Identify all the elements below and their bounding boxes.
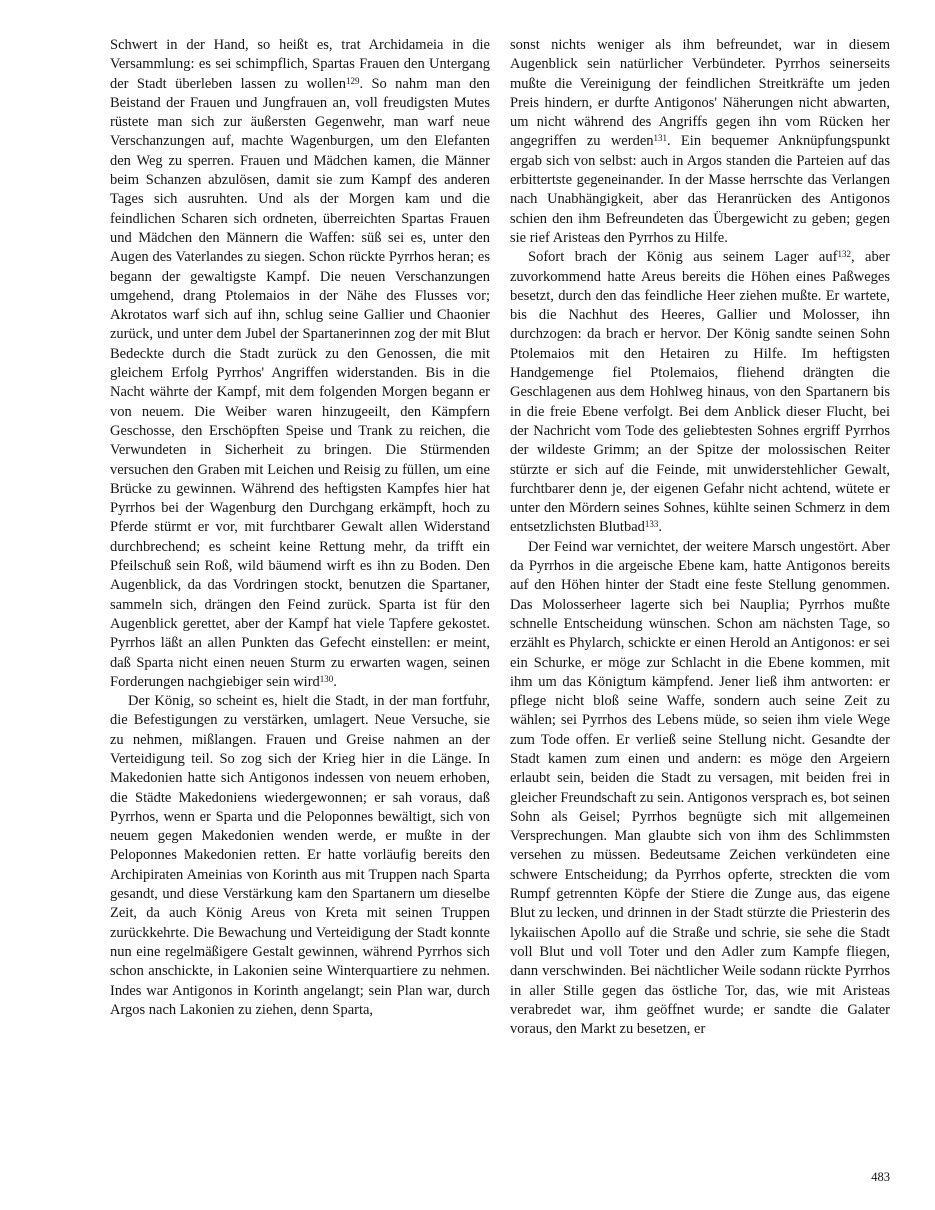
paragraph <box>510 248 890 537</box>
paragraph <box>110 692 490 1020</box>
footnote-ref: 130 <box>319 673 334 684</box>
paragraph-text: . <box>658 519 663 536</box>
paragraph-text: . <box>333 673 337 690</box>
paragraph-text: Der König, so scheint es, hielt die Stadt, in der man fortfuhr, die Befestigungen zu verstärken, umlagert. Neue Versuche, sie zu nehmen, mißlangen. Frauen und Greise nahmen an der Verteidigung teil. So zog sich der Krieg hier in die Länge. In Makedonien hatte sich Antigonos indessen von neuem erhoben, die Städte Makedoniens wiedergewonnen; er sah voraus, daß Pyrrhos, wenn er Sparta und die Peloponnes bewältigt, sich von neuem gegen Makedonien wenden werde, er mußte in der Peloponnes Makedonien retten. Er hatte vorläufig bereits den Archipiraten Ameinias von Korinth aus mit Truppen nach Sparta gesandt, und diese Verstärkung kam den Spartanern um dieselbe Zeit, da auch König Areus von Kreta mit seinen Truppen zurückkehrte. Die Bewachung und Verteidigung der Stadt konnte nun eine regelmäßigere Gestalt gewinnen, während Pyrrhos sich schon anschickte, in Lakonien seine Winterquartiere zu nehmen. Indes war Antigonos in Korinth angelangt; sein Plan war, durch Argos nach Lakonien zu ziehen, denn Sparta, <box>110 693 490 1018</box>
paragraph-text: . So nahm man den Beistand der Frauen und Jungfrauen an, voll freudigsten Mutes rüstete man sich zur äußersten Gegenwehr, man warf neue Verschanzungen auf, machte Wagenburgen, um den Elefanten den Weg zu sperren. Frauen und Mädchen kamen, die Männer beim Schanzen abzulösen, damit sie zum Kampf des anderen Tages sich ausruhten. Und als der Morgen kam und die feindlichen Scharen sich ordneten, überreichten Spartas Frauen und Mädchen den Männern die Waffen: süß sei es, unter den Augen des Vaterlandes zu siegen. Schon rückte Pyrrhos heran; es begann der gewaltigste Kampf. Die neuen Verschanzungen umgehend, drang Ptolemaios in der Nähe des Flusses vor; Akrotatos warf sich auf ihn, schlug seine Gallier und Chaonier zurück, und unter dem Jubel der Spartanerinnen zog der mit Blut Bedeckte durch die Stadt zurück zu den Genossen, die mit gleichem Erfolg Pyrrhos' Angriffen widerstanden. Bis in die Nacht währte der Kampf, mit dem folgenden Morgen begann er von neuem. Die Weiber waren hinzugeeilt, den Kämpfern Geschosse, den Erschöpften Speise und Trank zu reichen, die Verwundeten in Sicherheit zu bringen. Die Stürmenden versuchen den Graben mit Leichen und Reisig zu füllen, um eine Brücke zu gewinnen. Während des heftigsten Kampfes hier hat Pyrrhos bei der Wagenburg den Durchgang erkämpft, hoch zu Pferde stürmt er vor, mit furchtbarer Gewalt allen Widerstand durchbrechend; es scheint keine Rettung mehr, da trifft ein Pfeilschuß sein Roß, wild bäumend wirft es ihn zu Boden. Den Augenblick, da das Vordringen stockt, benutzen die Spartaner, sammeln sich, drängen den Feind zurück. Sparta ist für den Augenblick gerettet, aber der Kampf hat viele Tapfere gekostet. Pyrrhos läßt an allen Punkten das Gefecht einstellen: er meint, daß Sparta nicht einen neuen Sturm zu erwarten wagen, seinen Forderungen nachgiebiger sein wird <box>110 75 490 690</box>
paragraph <box>110 36 490 692</box>
footnote-ref: 132 <box>837 249 851 260</box>
footnote-ref: 133 <box>644 519 659 530</box>
paragraph-text: sonst nichts weniger als ihm befreundet, war in diesem Augenblick sein natürlicher Verbündeter. Pyrrhos seinerseits mußte die Vereinigung der feindlichen Streitkräfte um jeden Preis hindern, er durfte Antigonos' Näherungen nicht abwarten, um nicht während des Angriffs gegen ihn vom Rücken her angegriffen zu werden <box>510 37 890 150</box>
paragraph <box>510 538 890 1040</box>
column-right <box>510 36 890 1039</box>
paragraph-text: . Ein bequemer Anknüpfungspunkt ergab sich von selbst: auch in Argos standen die Parteien auf das erbittertste gegeneinander. In der Masse herrschte das Verlangen nach Unabhängigkeit, aber das Heranrücken des Antigonos schien den ihm Befreundeten das Übergewicht zu geben; gegen sie rief Aristeas den Pyrrhos zu Hilfe. <box>510 133 890 246</box>
paragraph <box>510 36 890 248</box>
column-left <box>110 36 490 1039</box>
paragraph-text: Schwert in der Hand, so heißt es, trat Archidameia in die Versammlung: es sei schimpflich, Spartas Frauen den Untergang der Stadt überleben lassen zu wollen <box>110 37 490 92</box>
paragraph-text: Der Feind war vernichtet, der weitere Marsch ungestört. Aber da Pyrrhos in die argeische Ebene kam, hatte Antigonos bereits auf den Höhen hinter der Stadt eine feste Stellung genommen. Das Molosserheer lagerte sich bei Nauplia; Pyrrhos mußte schnelle Entscheidung wünschen. Schon am nächsten Tage, so erzählt es Phylarch, schickte er einen Herold an Antigonos: er sei ein Schurke, er möge zur Schlacht in die Ebene kommen, mit ihm um das Königtum kämpfend. Jener ließ ihm antworten: er pflege nicht bloß seine Waffe, sondern auch seine Zeit zu wählen; sei Pyrrhos des Lebens müde, so seien ihm viele Wege zum Tode offen. Er verließ seine Stellung nicht. Gesandte der Stadt kamen zum einen und andern: es möge den Argeiern erlaubt sein, beiden die Stadt zu versagen, mit beiden frei in gleicher Freundschaft zu sein. Antigonos versprach es, bot seinen Sohn als Geisel; Pyrrhos begnügte sich mit allgemeinen Versprechungen. Man glaubte sich von ihm des Schlimmsten versehen zu müssen. Bedeutsame Zeichen verkündeten eine schwere Entscheidung; da Pyrrhos opferte, streckten die vom Rumpf getrennten Köpfe der Stiere die Zunge aus, das eigene Blut zu lecken, und drinnen in der Stadt stürzte die Priesterin des lykaiischen Apollo auf die Straße und schrie, sie sehe die Stadt voll Blut und voll Toter und den Adler zum Kampfe fliegen, dann verschwinden. Bei nächtlicher Weile sodann rückte Pyrrhos in aller Stille gegen das östliche Tor, das, wie mit Aristeas verabredet war, ihm geöffnet wurde; er sandte die Galater voraus, den Markt zu besetzen, er <box>510 538 890 1038</box>
footnote-ref: 129 <box>345 75 360 86</box>
footnote-ref: 131 <box>653 133 668 144</box>
paragraph-text: Sofort brach der König aus seinem Lager auf <box>528 249 838 266</box>
paragraph-text: , aber zuvorkommend hatte Areus bereits die Höhen eines Paßweges besetzt, durch den das feindliche Heer ziehen mußte. Er wartete, bis die Nachhut des Heeres, Gallier und Molosser, ihn durchzogen: da brach er hervor. Der König sandte seinen Sohn Ptolemaios mit den Hetairen zu Hilfe. Im heftigsten Handgemenge fiel Ptolemaios, fliehend drängten die Geschlagenen aus dem Hohlweg hinaus, von den Spartanern bis in die freie Ebene verfolgt. Bei dem Anblick dieser Flucht, bei der Nachricht vom Tode des geliebtesten Sohnes ergriff Pyrrhos der wildeste Grimm; an der Spitze der molossischen Reiter stürzte er sich auf die Feinde, mit unwiderstehlicher Gewalt, furchtbarer denn je, der eigenen Gefahr nicht achtend, wütete er unter den Mördern seines Sohnes, kühlte seinen Schmerz in dem entsetzlichsten Blutbad <box>510 249 891 536</box>
text-columns <box>110 36 890 1039</box>
page-number: 483 <box>871 1170 890 1184</box>
